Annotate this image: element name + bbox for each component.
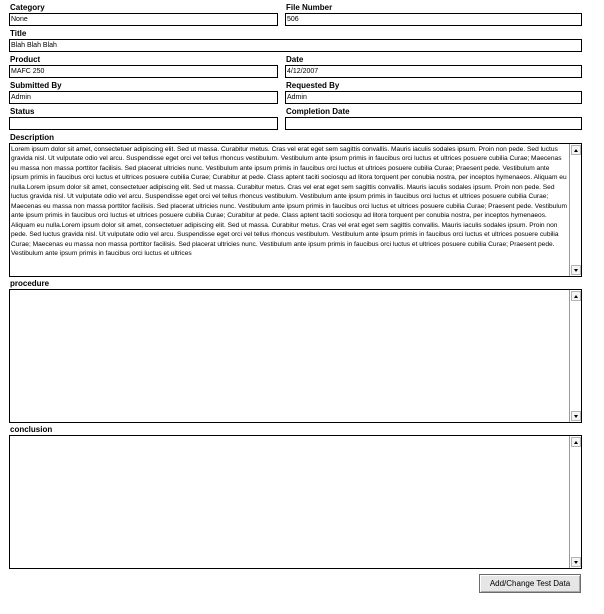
title-field[interactable]: Blah Blah Blah	[9, 39, 582, 52]
add-change-test-data-button[interactable]: Add/Change Test Data	[479, 574, 581, 593]
date-field[interactable]: 4/12/2007	[285, 65, 582, 78]
conclusion-label: conclusion	[10, 425, 53, 434]
completion-date-label: Completion Date	[286, 107, 350, 116]
procedure-label: procedure	[10, 279, 50, 288]
category-field[interactable]: None	[9, 13, 278, 26]
procedure-textarea[interactable]	[9, 289, 582, 423]
description-text: Lorem ipsum dolor sit amet, consectetuer adipiscing elit. Sed ut massa. Curabitur metus. Cras vel erat eget sem sagittis convallis. Mauris iaculis sodales ipsum. Proin non pede. Sed luctus gravida nisl. Ut vulputate odio vel arcu. Suspendisse eget orci vel tellus rhoncus vestibulum. Vestibulum ante ipsum primis in faucibus orci luctus et ultrices posuere cubilia Curae; Maecenas eu massa non massa porttitor facilisis. Sed placerat ultricies nunc. Vestibulum ante ipsum primis in faucibus orci luctus et ultrices posuere cubilia Curae; Praesent pede. Vestibulum ante ipsum primis in faucibus orci luctus et ultrices posuere cubilia Curae; Curabitur at pede. Class aptent taciti sociosqu ad litora torquent per conubia nostra, per inceptos hymenaeos. Aliquam eu nulla.Lorem ipsum dolor sit amet, consectetuer adipiscing elit. Sed ut massa. Curabitur metus. Cras vel erat eget sem sagittis convallis. Mauris iaculis sodales ipsum. Proin non pede. Sed luctus gravida nisl. Ut vulputate odio vel arcu. Suspendisse eget orci vel tellus rhoncus vestibulum. Vestibulum ante ipsum primis in faucibus orci luctus et ultrices posuere cubilia Curae; Maecenas eu massa non massa porttitor facilisis. Sed placerat ultricies nunc. Vestibulum ante ipsum primis in faucibus orci luctus et ultrices posuere cubilia Curae; Praesent pede. Vestibulum ante ipsum primis in faucibus orci luctus et ultrices posuere cubilia Curae; Curabitur at pede. Class aptent taciti sociosqu ad litora torquent per conubia nostra, per inceptos hymenaeos. Aliquam eu nulla.Lorem ipsum dolor sit amet, consectetuer adipiscing elit. Sed ut massa. Curabitur metus. Cras vel erat eget sem sagittis convallis. Mauris iaculis sodales ipsum. Proin non pede. Sed luctus gravida nisl. Ut vulputate odio vel arcu. Suspendisse eget orci vel tellus rhoncus vestibulum. Vestibulum ante ipsum primis in faucibus orci luctus et ultrices posuere cubilia Curae; Maecenas eu massa non massa porttitor facilisis. Sed placerat ultricies nunc. Vestibulum ante ipsum primis in faucibus orci luctus et ultrices posuere cubilia Curae; Praesent pede. Vestibulum ante ipsum primis in faucibus orci luctus et ultrices	[11, 146, 567, 257]
file-number-field[interactable]: 506	[285, 13, 582, 26]
product-label: Product	[10, 55, 41, 64]
description-scrollbar[interactable]	[569, 144, 581, 276]
requested-by-field[interactable]: Admin	[285, 91, 582, 104]
submitted-by-label: Submitted By	[10, 81, 62, 90]
scroll-down-arrow-icon[interactable]	[571, 411, 581, 421]
scroll-down-arrow-icon[interactable]	[571, 265, 581, 275]
procedure-scrollbar[interactable]	[569, 290, 581, 422]
description-label: Description	[10, 133, 55, 142]
scroll-up-arrow-icon[interactable]	[571, 145, 581, 155]
procedure-text	[11, 291, 567, 421]
scroll-up-arrow-icon[interactable]	[571, 437, 581, 447]
scroll-down-arrow-icon[interactable]	[571, 557, 581, 567]
category-label: Category	[10, 3, 45, 12]
file-number-label: File Number	[286, 3, 333, 12]
conclusion-scrollbar[interactable]	[569, 436, 581, 568]
scroll-up-arrow-icon[interactable]	[571, 291, 581, 301]
status-field[interactable]	[9, 117, 278, 130]
description-textarea[interactable]	[9, 143, 582, 277]
date-label: Date	[286, 55, 304, 64]
submitted-by-field[interactable]: Admin	[9, 91, 278, 104]
conclusion-text	[11, 437, 567, 567]
conclusion-textarea[interactable]	[9, 435, 582, 569]
status-label: Status	[10, 107, 35, 116]
completion-date-field[interactable]	[285, 117, 582, 130]
requested-by-label: Requested By	[286, 81, 340, 90]
product-field[interactable]: MAFC 250	[9, 65, 278, 78]
title-label: Title	[10, 29, 27, 38]
